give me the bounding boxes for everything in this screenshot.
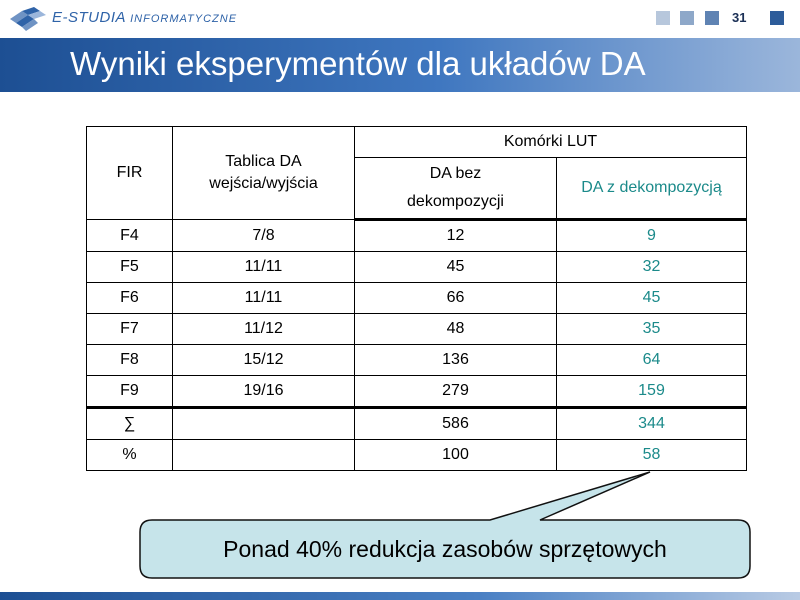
cell-io: 11/12	[173, 314, 355, 345]
nav-square-3	[705, 11, 719, 25]
cell-fir: ∑	[87, 408, 173, 440]
logo-icon	[8, 5, 48, 33]
top-bar	[0, 0, 800, 38]
cell-z: 35	[557, 314, 747, 345]
header-lut: Komórki LUT	[355, 127, 747, 158]
cell-z: 32	[557, 252, 747, 283]
header-fir: FIR	[87, 127, 173, 220]
cell-fir: F4	[87, 220, 173, 252]
cell-io: 7/8	[173, 220, 355, 252]
cell-bez: 136	[355, 345, 557, 376]
cell-io	[173, 408, 355, 440]
nav-square-1	[656, 11, 670, 25]
brand-sub: INFORMATYCZNE	[130, 13, 238, 25]
page-number: 31	[732, 10, 747, 25]
cell-z: 159	[557, 376, 747, 408]
cell-z: 64	[557, 345, 747, 376]
title-bar	[0, 38, 800, 92]
cell-bez: 586	[355, 408, 557, 440]
bottom-bar	[0, 592, 800, 600]
header-da-bez	[355, 158, 557, 220]
cell-z: 344	[557, 408, 747, 440]
header-tablica-text: Tablica DA wejścia/wyjścia	[209, 153, 318, 192]
cell-bez: 279	[355, 376, 557, 408]
cell-io: 15/12	[173, 345, 355, 376]
cell-fir: F5	[87, 252, 173, 283]
table-row	[87, 283, 747, 314]
brand-name: E-STUDIA	[52, 9, 126, 26]
cell-z: 45	[557, 283, 747, 314]
header-da-z-text: DA z dekompozycją	[581, 179, 722, 196]
cell-bez: 12	[355, 220, 557, 252]
cell-z: 58	[557, 440, 747, 471]
brand	[52, 9, 237, 26]
cell-bez: 66	[355, 283, 557, 314]
cell-bez: 45	[355, 252, 557, 283]
table-row-percent	[87, 440, 747, 471]
table-row	[87, 376, 747, 408]
cell-io: 11/11	[173, 252, 355, 283]
cell-fir: F9	[87, 376, 173, 408]
nav-square-2	[680, 11, 694, 25]
cell-io: 11/11	[173, 283, 355, 314]
table-row-sum	[87, 408, 747, 440]
cell-bez: 100	[355, 440, 557, 471]
header-tablica	[173, 127, 355, 220]
callout-bubble	[138, 468, 752, 580]
results-table	[86, 126, 747, 471]
nav-square-4	[770, 11, 784, 25]
cell-io: 19/16	[173, 376, 355, 408]
table-row	[87, 314, 747, 345]
cell-z: 9	[557, 220, 747, 252]
cell-fir: %	[87, 440, 173, 471]
cell-bez: 48	[355, 314, 557, 345]
cell-fir: F8	[87, 345, 173, 376]
header-da-z	[557, 158, 747, 220]
cell-fir: F6	[87, 283, 173, 314]
table-row	[87, 252, 747, 283]
callout-text: Ponad 40% redukcja zasobów sprzętowych	[223, 536, 667, 562]
header-da-bez-text: DA bez dekompozycji	[407, 165, 504, 210]
table-row	[87, 220, 747, 252]
slide-title: Wyniki eksperymentów dla układów DA	[70, 45, 646, 82]
cell-io	[173, 440, 355, 471]
table-row	[87, 345, 747, 376]
cell-fir: F7	[87, 314, 173, 345]
